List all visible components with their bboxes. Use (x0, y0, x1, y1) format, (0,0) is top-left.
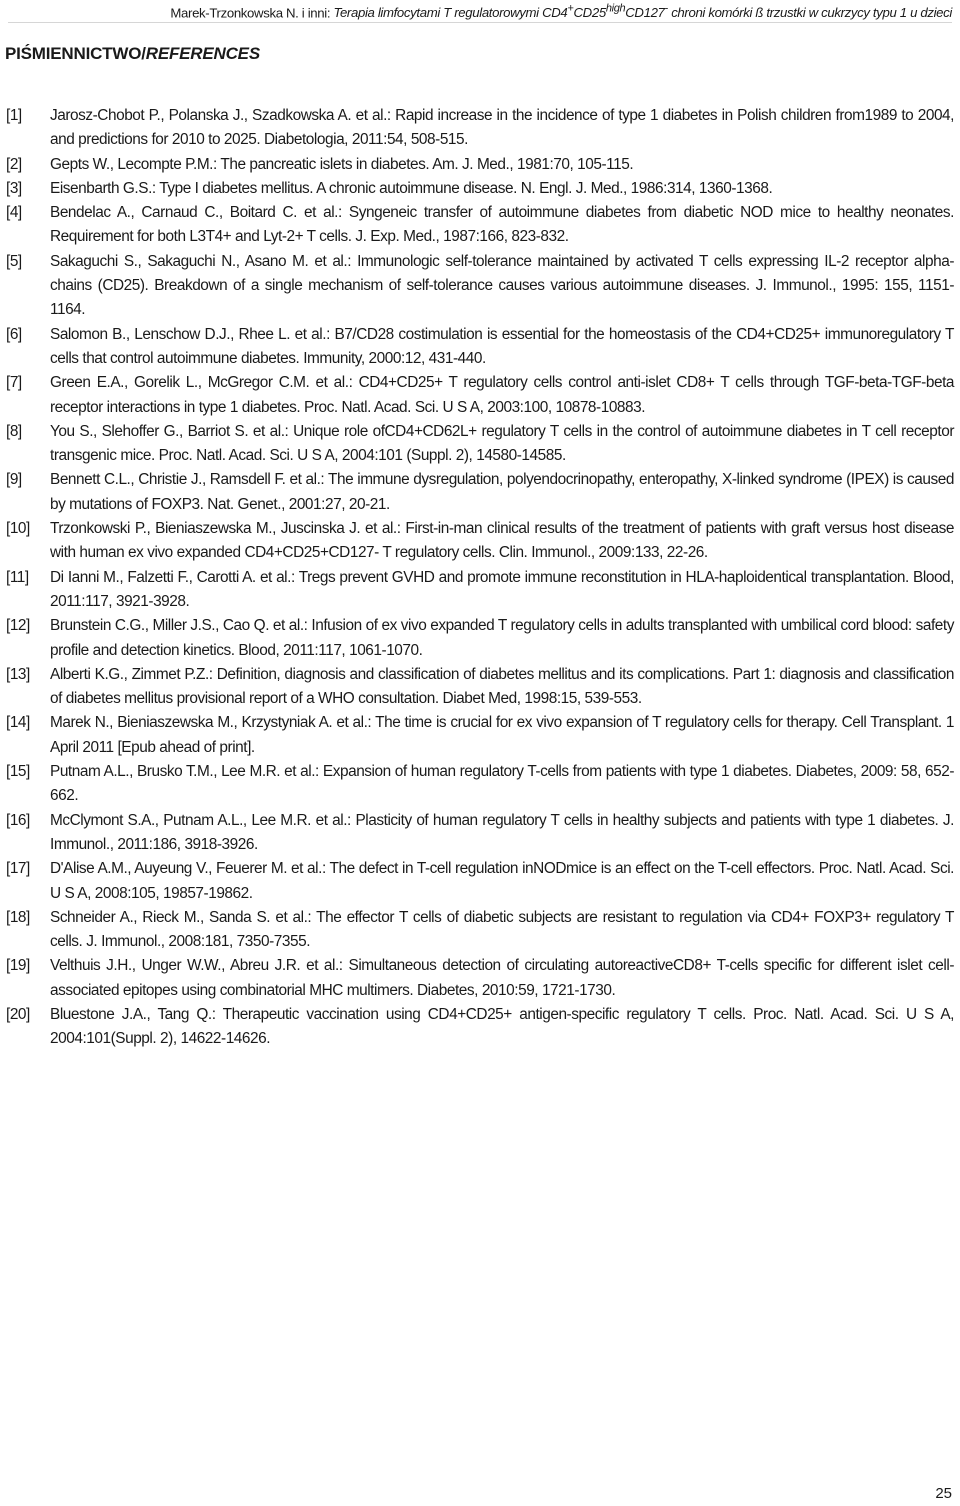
reference-item (6, 153, 954, 177)
reference-text: Eisenbarth G.S.: Type I diabetes mellitus. A chronic autoimmune disease. N. Engl. J. Med., 1986:314, 1360-1368. (50, 179, 773, 197)
reference-text: Jarosz-Chobot P., Polanska J., Szadkowska A. et al.: Rapid increase in the incidence of type 1 diabetes in Polish children from1989 to 2004, and predictions for 2010 to 2025. Diabetologia, 2011:54, 508-515. (50, 107, 954, 149)
running-header (8, 0, 952, 23)
reference-number: [5] (6, 252, 22, 270)
reference-text: Marek N., Bieniaszewska M., Krzystyniak A. et al.: The time is crucial for ex vivo expansion of T regulatory cells for therapy. Cell Transplant. 1 April 2011 [Epub ahead of print]. (50, 714, 954, 756)
reference-item (6, 809, 954, 858)
reference-item (6, 517, 954, 566)
reference-text: Sakaguchi S., Sakaguchi N., Asano M. et al.: Immunologic self-tolerance maintained by activated T cells expressing IL-2 receptor alpha-chains (CD25). Breakdown of a single mechanism of self-tolerance causes various autoimmune diseases. J. Immunol., 1995: 155, 1151-1164. (50, 252, 954, 319)
reference-text: Velthuis J.H., Unger W.W., Abreu J.R. et al.: Simultaneous detection of circulating autoreactiveCD8+ T-cells specific for different islet cell-associated epitopes using combinatorial MHC multimers. Diabetes, 2010:59, 1721-1730. (50, 957, 954, 999)
header-author: Marek-Trzonkowska N. i inni: (170, 5, 334, 21)
reference-number: [10] (6, 520, 30, 538)
reference-number: [14] (6, 714, 30, 732)
reference-item (6, 323, 954, 372)
reference-text: Alberti K.G., Zimmet P.Z.: Definition, diagnosis and classification of diabetes mellitus and its complications. Part 1: diagnosis and classification of diabetes mellitus provisional report of a WHO consultation. Diabet Med, 1998:15, 539-553. (50, 665, 954, 708)
reference-item (6, 663, 954, 712)
reference-list (6, 104, 954, 1052)
reference-item (6, 711, 954, 760)
reference-item (6, 760, 954, 809)
header-title: Terapia limfocytami T regulatorowymi $CD4^+CD25^{high}CD127^-$ chroni komórki ß trzustki w cukrzycy typu 1 u dzieci (333, 3, 952, 21)
reference-number: [2] (6, 155, 22, 173)
reference-text: Bennett C.L., Christie J., Ramsdell F. et al.: The immune dysregulation, polyendocrinopathy, enteropathy, X-linked syndrome (IPEX) is caused by mutations of FOXP3. Nat. Genet., 2001:27, 20-21. (50, 471, 954, 513)
reference-number: [18] (6, 908, 30, 926)
reference-text: Bendelac A., Carnaud C., Boitard C. et al.: Syngeneic transfer of autoimmune diabetes from diabetic NOD mice to healthy neonates. Requirement for both L3T4+ and Lyt-2+ T cells. J. Exp. Med., 1987:166, 823-832. (50, 204, 954, 246)
reference-item (6, 614, 954, 663)
reference-item (6, 954, 954, 1003)
reference-item (6, 201, 954, 250)
reference-item (6, 906, 954, 955)
reference-item (6, 420, 954, 469)
reference-text: Bluestone J.A., Tang Q.: Therapeutic vaccination using CD4+CD25+ antigen-specific regulatory T cells. Proc. Natl. Acad. Sci. U S A, 2004:101(Suppl. 2), 14622-14626. (50, 1005, 954, 1048)
reference-text: Schneider A., Rieck M., Sanda S. et al.: The effector T cells of diabetic subjects are resistant to regulation via CD4+ FOXP3+ regulatory T cells. J. Immunol., 2008:181, 7350-7355. (50, 908, 954, 951)
reference-item (6, 1003, 954, 1052)
reference-number: [19] (6, 957, 30, 975)
reference-number: [9] (6, 471, 22, 489)
reference-item (6, 104, 954, 153)
reference-item (6, 250, 954, 323)
page-number: 25 (935, 1485, 952, 1502)
reference-item (6, 177, 954, 201)
reference-text: Salomon B., Lenschow D.J., Rhee L. et al.: B7/CD28 costimulation is essential for the homeostasis of the CD4+CD25+ immunoregulatory T cells that control autoimmune diabetes. Immunity, 2000:12, 431-440. (50, 325, 954, 367)
reference-number: [6] (6, 325, 22, 343)
reference-number: [1] (6, 107, 22, 124)
reference-text: Trzonkowski P., Bieniaszewska M., Juscinska J. et al.: First-in-man clinical results of the treatment of patients with graft versus host disease with human ex vivo expanded CD4+CD25+CD127- T regulatory cells. Clin. Immunol., 2009:133, 22-26. (50, 520, 954, 562)
reference-number: [13] (6, 665, 30, 683)
reference-number: [12] (6, 617, 30, 635)
reference-item (6, 468, 954, 517)
reference-item (6, 857, 954, 906)
reference-number: [11] (6, 568, 29, 586)
reference-text: Putnam A.L., Brusko T.M., Lee M.R. et al.: Expansion of human regulatory T-cells from patients with type 1 diabetes. Diabetes, 2009: 58, 652-662. (50, 763, 954, 805)
reference-text: You S., Slehoffer G., Barriot S. et al.: Unique role ofCD4+CD62L+ regulatory T cells in the control of autoimmune diabetes in T cell receptor transgenic mice. Proc. Natl. Acad. Sci. U S A, 2004:101 (Suppl. 2), 14580-14585. (50, 422, 954, 465)
reference-number: [15] (6, 763, 30, 781)
reference-number: [8] (6, 422, 22, 440)
reference-text: Brunstein C.G., Miller J.S., Cao Q. et al.: Infusion of ex vivo expanded T regulatory cells in adults transplanted with umbilical cord blood: safety profile and detection kinetics. Blood, 2011:117, 1061-1070. (50, 617, 954, 659)
reference-item (6, 371, 954, 420)
header-divider (8, 22, 952, 23)
reference-text: Green E.A., Gorelik L., McGregor C.M. et al.: CD4+CD25+ T regulatory cells control anti-islet CD8+ T cells through TGF-beta-TGF-beta receptor interactions in type 1 diabetes. Proc. Natl. Acad. Sci. U S A, 2003:100, 10878-10883. (50, 374, 954, 416)
reference-item (6, 566, 954, 615)
reference-number: [20] (6, 1005, 30, 1023)
reference-number: [16] (6, 811, 30, 829)
reference-number: [17] (6, 860, 30, 878)
reference-text: D'Alise A.M., Auyeung V., Feuerer M. et al.: The defect in T-cell regulation inNODmice is an effect on the T-cell effectors. Proc. Natl. Acad. Sci. U S A, 2008:105, 19857-19862. (50, 860, 954, 902)
reference-text: Di Ianni M., Falzetti F., Carotti A. et al.: Tregs prevent GVHD and promote immune reconstitution in HLA-haploidentical transplantation. Blood, 2011:117, 3921-3928. (50, 568, 954, 610)
reference-text: Gepts W., Lecompte P.M.: The pancreatic islets in diabetes. Am. J. Med., 1981:70, 105-115. (50, 155, 634, 173)
reference-number: [4] (6, 204, 22, 222)
reference-number: [7] (6, 374, 22, 392)
reference-number: [3] (6, 179, 22, 197)
section-title: PIŚMIENNICTWO/REFERENCES (5, 44, 260, 63)
reference-text: McClymont S.A., Putnam A.L., Lee M.R. et al.: Plasticity of human regulatory T cells in healthy subjects and patients with type 1 diabetes. J. Immunol., 2011:186, 3918-3926. (50, 811, 954, 853)
